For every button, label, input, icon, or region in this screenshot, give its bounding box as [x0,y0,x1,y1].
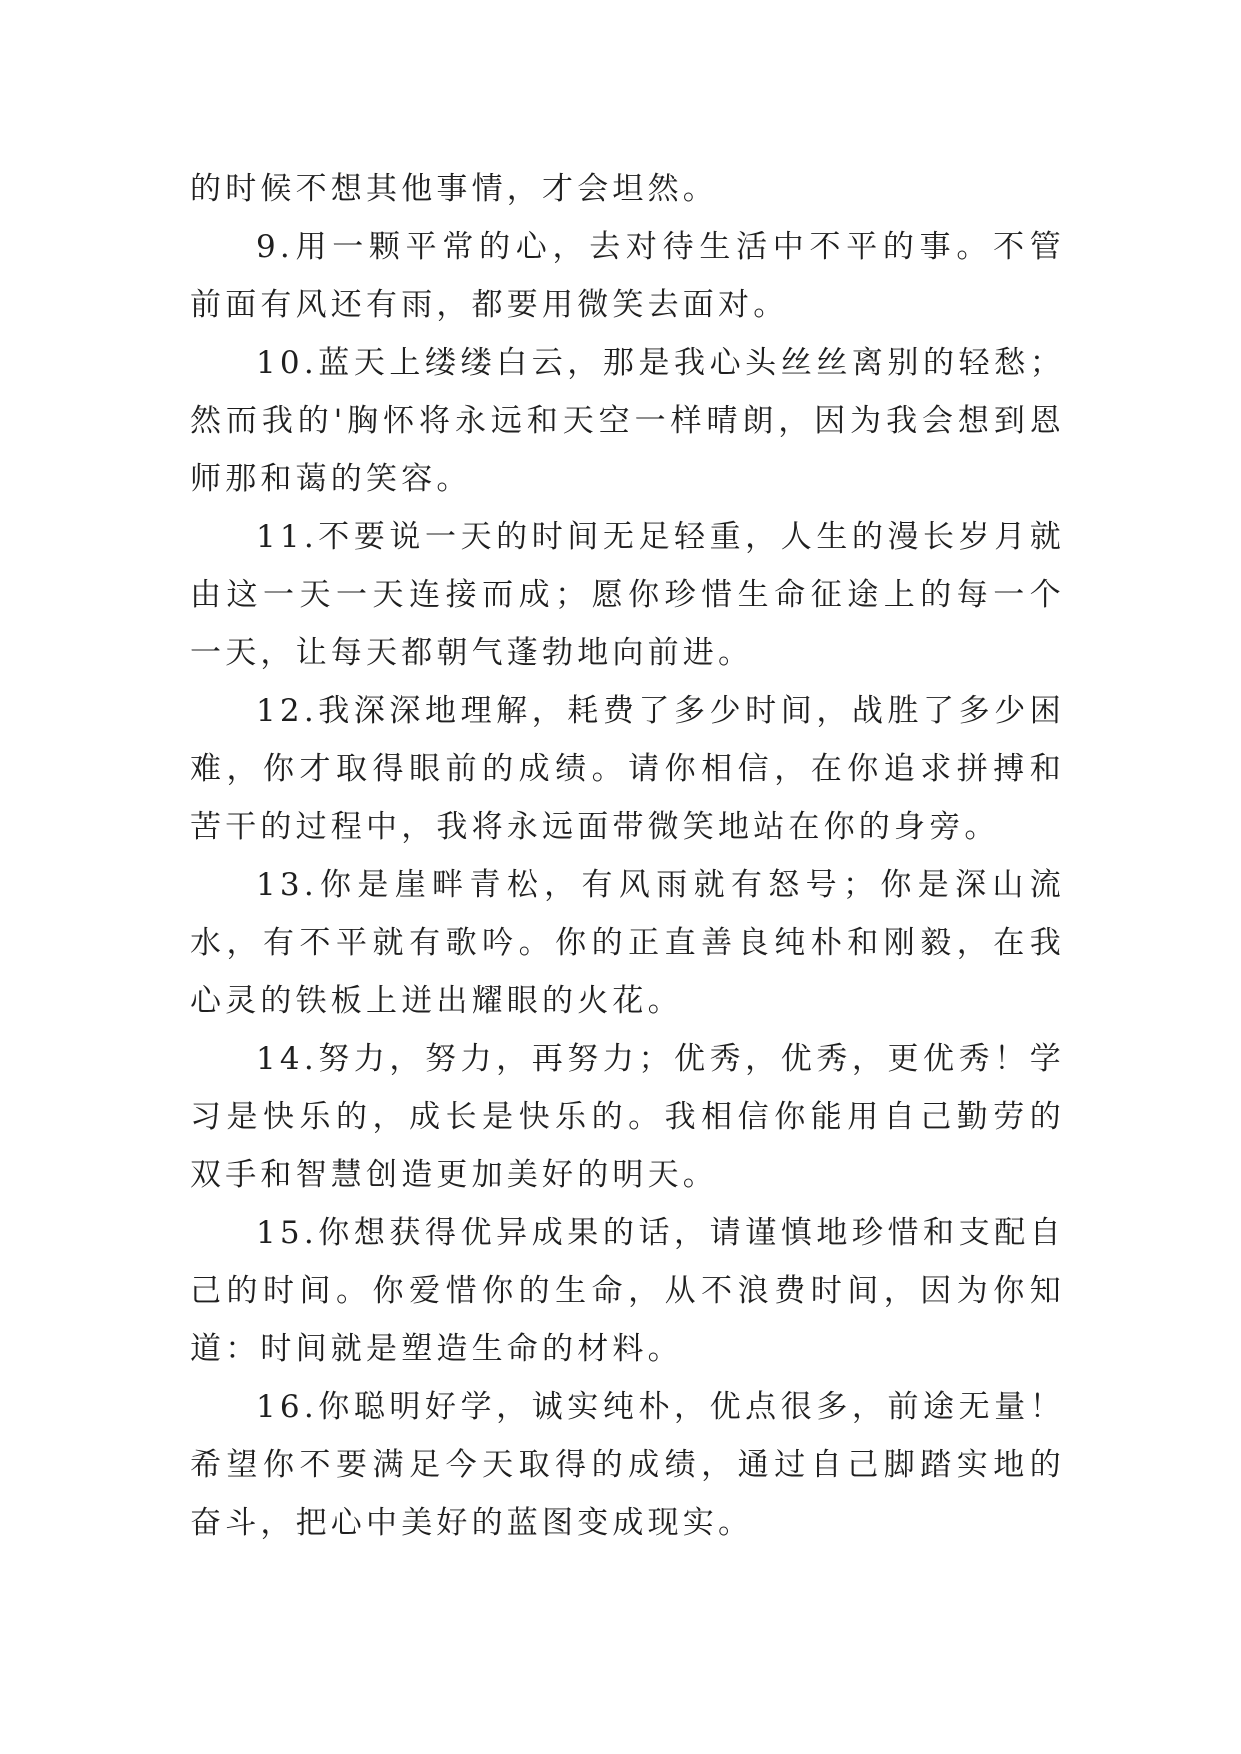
paragraph-item-9: 9.用一颗平常的心，去对待生活中不平的事。不管前面有风还有雨，都要用微笑去面对。 [190,229,1065,323]
paragraph-item-16: 16.你聪明好学，诚实纯朴，优点很多，前途无量！希望你不要满足今天取得的成绩，通过自己脚踏实地的奋斗，把心中美好的蓝图变成现实。 [190,1389,1065,1541]
paragraph-item-11: 11.不要说一天的时间无足轻重，人生的漫长岁月就由这一天一天连接而成；愿你珍惜生命征途上的每一个一天，让每天都朝气蓬勃地向前进。 [190,519,1065,671]
paragraph-item-10: 10.蓝天上缕缕白云，那是我心头丝丝离别的轻愁；然而我的'胸怀将永远和天空一样晴朗，因为我会想到恩师那和蔼的笑容。 [190,345,1065,497]
document-body [190,160,1065,1552]
paragraph-item-15: 15.你想获得优异成果的话，请谨慎地珍惜和支配自己的时间。你爱惜你的生命，从不浪费时间，因为你知道：时间就是塑造生命的材料。 [190,1215,1065,1367]
paragraph-item-13: 13.你是崖畔青松，有风雨就有怒号；你是深山流水，有不平就有歌吟。你的正直善良纯朴和刚毅，在我心灵的铁板上迸出耀眼的火花。 [190,867,1065,1019]
paragraph-continuation: 的时候不想其他事情，才会坦然。 [190,171,718,207]
paragraph-item-12: 12.我深深地理解，耗费了多少时间，战胜了多少困难，你才取得眼前的成绩。请你相信，在你追求拼搏和苦干的过程中，我将永远面带微笑地站在你的身旁。 [190,693,1065,845]
paragraph-item-14: 14.努力，努力，再努力；优秀，优秀，更优秀！学习是快乐的，成长是快乐的。我相信你能用自己勤劳的双手和智慧创造更加美好的明天。 [190,1041,1065,1193]
